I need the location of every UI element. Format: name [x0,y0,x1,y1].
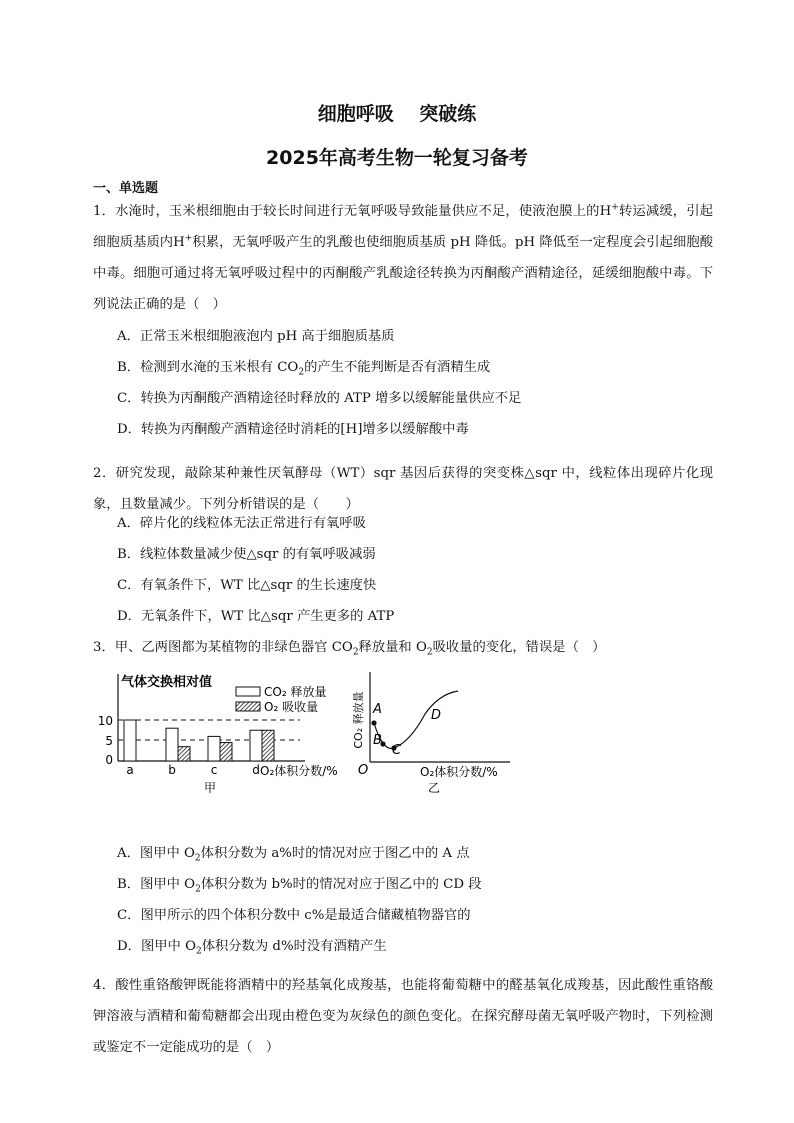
question-1-stem: 1．水淹时，玉米根细胞由于较长时间进行无氧呼吸导致能量供应不足，使液泡膜上的H+转运减缓，引起细胞质基质内H+积累，无氧呼吸产生的乳酸也使细胞质基质 pH 降低。pH 降低至一定程度会引起细胞酸中毒。细胞可通过将无氧呼吸过程中的丙酮酸产乳酸途径转换为丙酮酸产酒精途径，延缓细胞酸中毒。下列说法正确的是（ ） [93,202,713,312]
question-4-stem: 4．酸性重铬酸钾既能将酒精中的羟基氧化成羧基，也能将葡萄糖中的醛基氧化成羧基，因此酸性重铬酸钾溶液与酒精和葡萄糖都会出现由橙色变为灰绿色的颜色变化。在探究酵母菌无氧呼吸产物时，下列检测或鉴定不一定能成功的是（ ） [93,978,713,1055]
jia-bars [124,720,274,777]
jia-y-tick-0: 0 [105,753,113,767]
yi-x-title: O₂体积分数/% [420,765,498,779]
question-2-option-c[interactable]: C．有氧条件下，WT 比△sqr 的生长速度快 [117,578,377,593]
section-heading: 一、单选题 [93,181,159,196]
question-1-option-d[interactable]: D．转换为丙酮酸产酒精途径时消耗的[H]增多以缓解酸中毒 [117,422,469,437]
question-3-stem: 3．甲、乙两图都为某植物的非绿色器官 $CO_2$释放量和 $O_2$吸收量的变化，错误是（ ） [93,640,606,658]
legend-o2-label: O₂ 吸收量 [264,700,319,714]
doc-subtitle: 2025年高考生物一轮复习备考 [266,147,528,169]
question-3-option-a[interactable]: A．图甲中 $O_2$体积分数为 a%时的情况对应于图乙中的 A 点 [117,846,470,864]
jia-bar-co2-c [208,736,220,761]
yi-label-a: A [373,702,382,717]
question-1-option-b[interactable]: B．检测到水淹的玉米根有 $CO_2$的产生不能判断是否有酒精生成 [117,360,491,378]
question-2-option-b[interactable]: B．线粒体数量减少使△sqr 的有氧呼吸减弱 [117,547,376,562]
jia-x-tick-d: d [252,763,260,777]
yi-point-a [371,720,376,725]
question-2-option-a[interactable]: A．碎片化的线粒体无法正常进行有氧呼吸 [117,516,366,531]
jia-x-tick-b: b [168,763,176,777]
jia-bar-co2-a [124,720,136,761]
jia-bar-co2-b [166,728,178,761]
question-3-option-d[interactable]: D．图甲中 $O_2$体积分数为 d%时没有酒精产生 [117,939,387,957]
legend-co2-label: CO₂ 释放量 [264,685,327,699]
yi-label-d: D [431,708,442,723]
question-2-stem: 2．研究发现，敲除某种兼性厌氧酵母（WT）sqr 基因后获得的突变株△sqr 中，线粒体出现碎片化现象，且数量减少。下列分析错误的是（ ） [93,466,713,512]
jia-y-title: 气体交换相对值 [121,675,213,690]
jia-x-tick-a: a [126,763,134,777]
question-3-option-b[interactable]: B．图甲中 $O_2$体积分数为 b%时的情况对应于图乙中的 CD 段 [117,877,482,895]
question-1-option-a[interactable]: A．正常玉米根细胞液泡内 pH 高于细胞质基质 [117,329,395,344]
question-3-figures [97,668,520,798]
jia-bar-o2-b [178,747,190,761]
figure-jia [98,674,338,795]
question-2-option-d[interactable]: D．无氧条件下，WT 比△sqr 产生更多的 ATP [117,609,395,624]
jia-bar-co2-d [250,730,262,761]
legend-o2-swatch [236,702,260,711]
jia-y-tick-10: 10 [97,714,113,728]
legend-co2-swatch [236,687,260,696]
jia-x-title: O₂体积分数/% [260,764,338,778]
yi-label-c: C [392,743,402,758]
figure-svg [97,668,520,798]
doc-title: 细胞呼吸 突破练 [317,103,477,125]
yi-label-b: B [373,733,382,748]
jia-y-tick-5: 5 [105,734,113,748]
question-1-option-c[interactable]: C．转换为丙酮酸产酒精途径时释放的 ATP 增多以缓解能量供应不足 [117,391,522,406]
yi-caption: 乙 [428,781,441,795]
jia-caption: 甲 [204,781,217,795]
jia-bar-o2-d [262,730,274,761]
jia-x-tick-c: c [210,763,218,777]
yi-origin-label: O [358,763,369,778]
question-3-option-c[interactable]: C．图甲所示的四个体积分数中 c%是最适合储藏植物器官的 [117,908,471,923]
yi-y-title: CO₂ 释放量 [352,691,365,749]
jia-bar-o2-c [220,743,232,761]
figure-yi [352,672,510,795]
yi-curve [374,691,458,748]
